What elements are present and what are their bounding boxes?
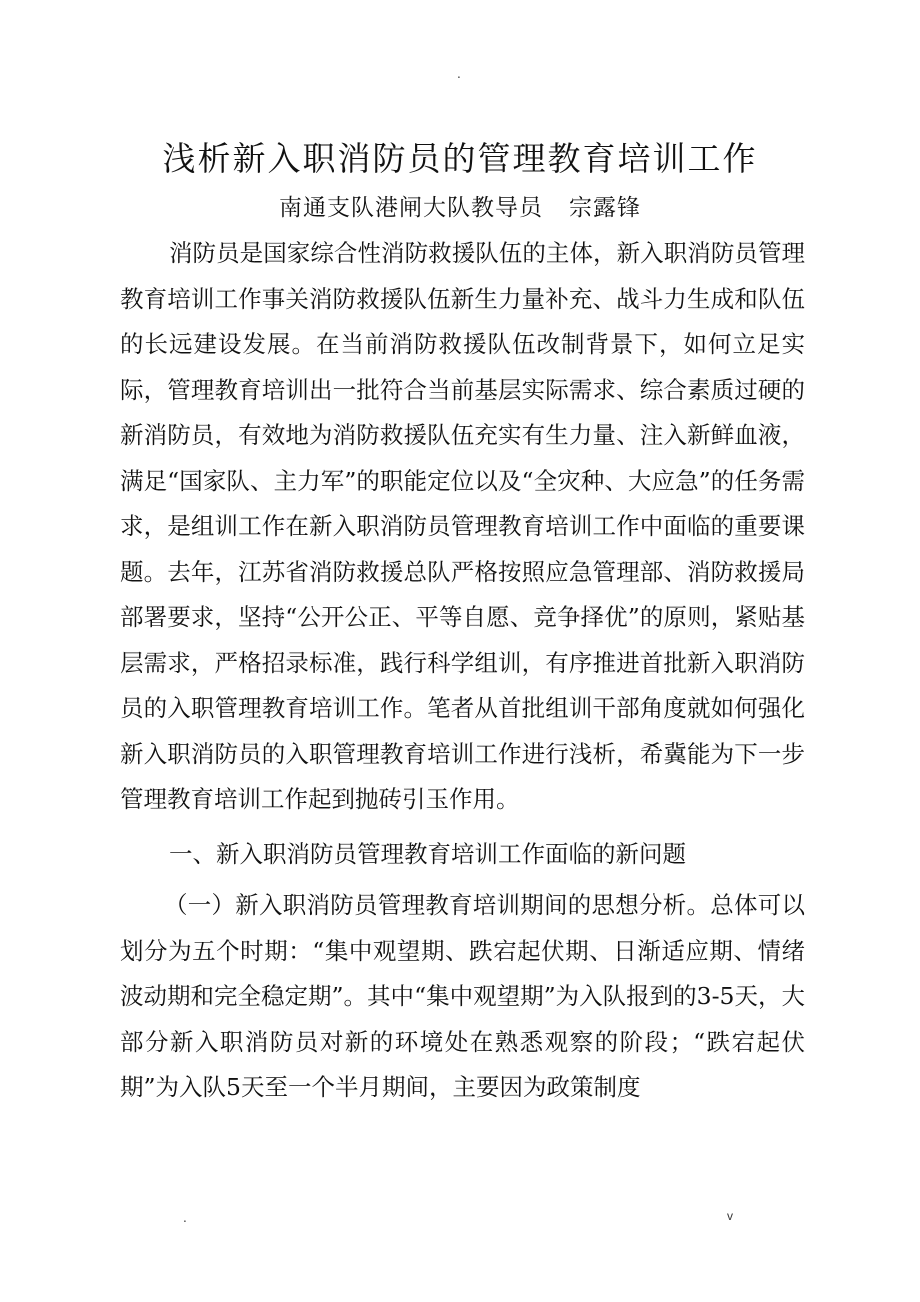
paragraph-intro: 消防员是国家综合性消防救援队伍的主体，新入职消防员管理教育培训工作事关消防救援队伍新生力量补充、战斗力生成和队伍的长远建设发展。在当前消防救援队伍改制背景下，如何立足实际，管理教育培训出一批符合当前基层实际需求、综合素质过硬的新消防员，有效地为消防救援队伍充实有生力量、注入新鲜血液，满足“国家队、主力军”的职能定位以及“全灾种、大应急”的任务需求，是组训工作在新入职消防员管理教育培训工作中面临的重要课题。去年，江苏省消防救援总队严格按照应急管理部、消防救援局部署要求，坚持“公开公正、平等自愿、竞争择优”的原则，紧贴基层需求，严格招录标准，践行科学组训，有序推进首批新入职消防员的入职管理教育培训工作。笔者从首批组训干部角度就如何强化新入职消防员的入职管理教育培训工作进行浅析，希冀能为下一步管理教育培训工作起到抛砖引玉作用。 (120, 239, 805, 813)
footer-left-mark: . (183, 1211, 187, 1225)
footer-right-mark: v (727, 1209, 733, 1223)
paragraph-section-1-1: （一）新入职消防员管理教育培训期间的思想分析。总体可以划分为五个时期：“集中观望期、跌宕起伏期、日渐适应期、情绪波动期和完全稳定期”。其中“集中观望期”为入队报到的3-5天，大部分新入职消防员对新的环境处在熟悉观察的阶段；“跌宕起伏期”为入队5天至一个半月期间，主要因为政策制度 (120, 891, 805, 1101)
header-mark: . (457, 67, 461, 81)
document-title: 浅析新入职消防员的管理教育培训工作 (162, 139, 758, 178)
author-name: 宗露锋 (569, 195, 641, 221)
author-line (0, 192, 920, 224)
section-heading-1: 一、新入职消防员管理教育培训工作面临的新问题 (169, 839, 686, 868)
author-unit: 南通支队港闸大队教导员 (279, 195, 543, 221)
document-body (120, 231, 805, 1111)
